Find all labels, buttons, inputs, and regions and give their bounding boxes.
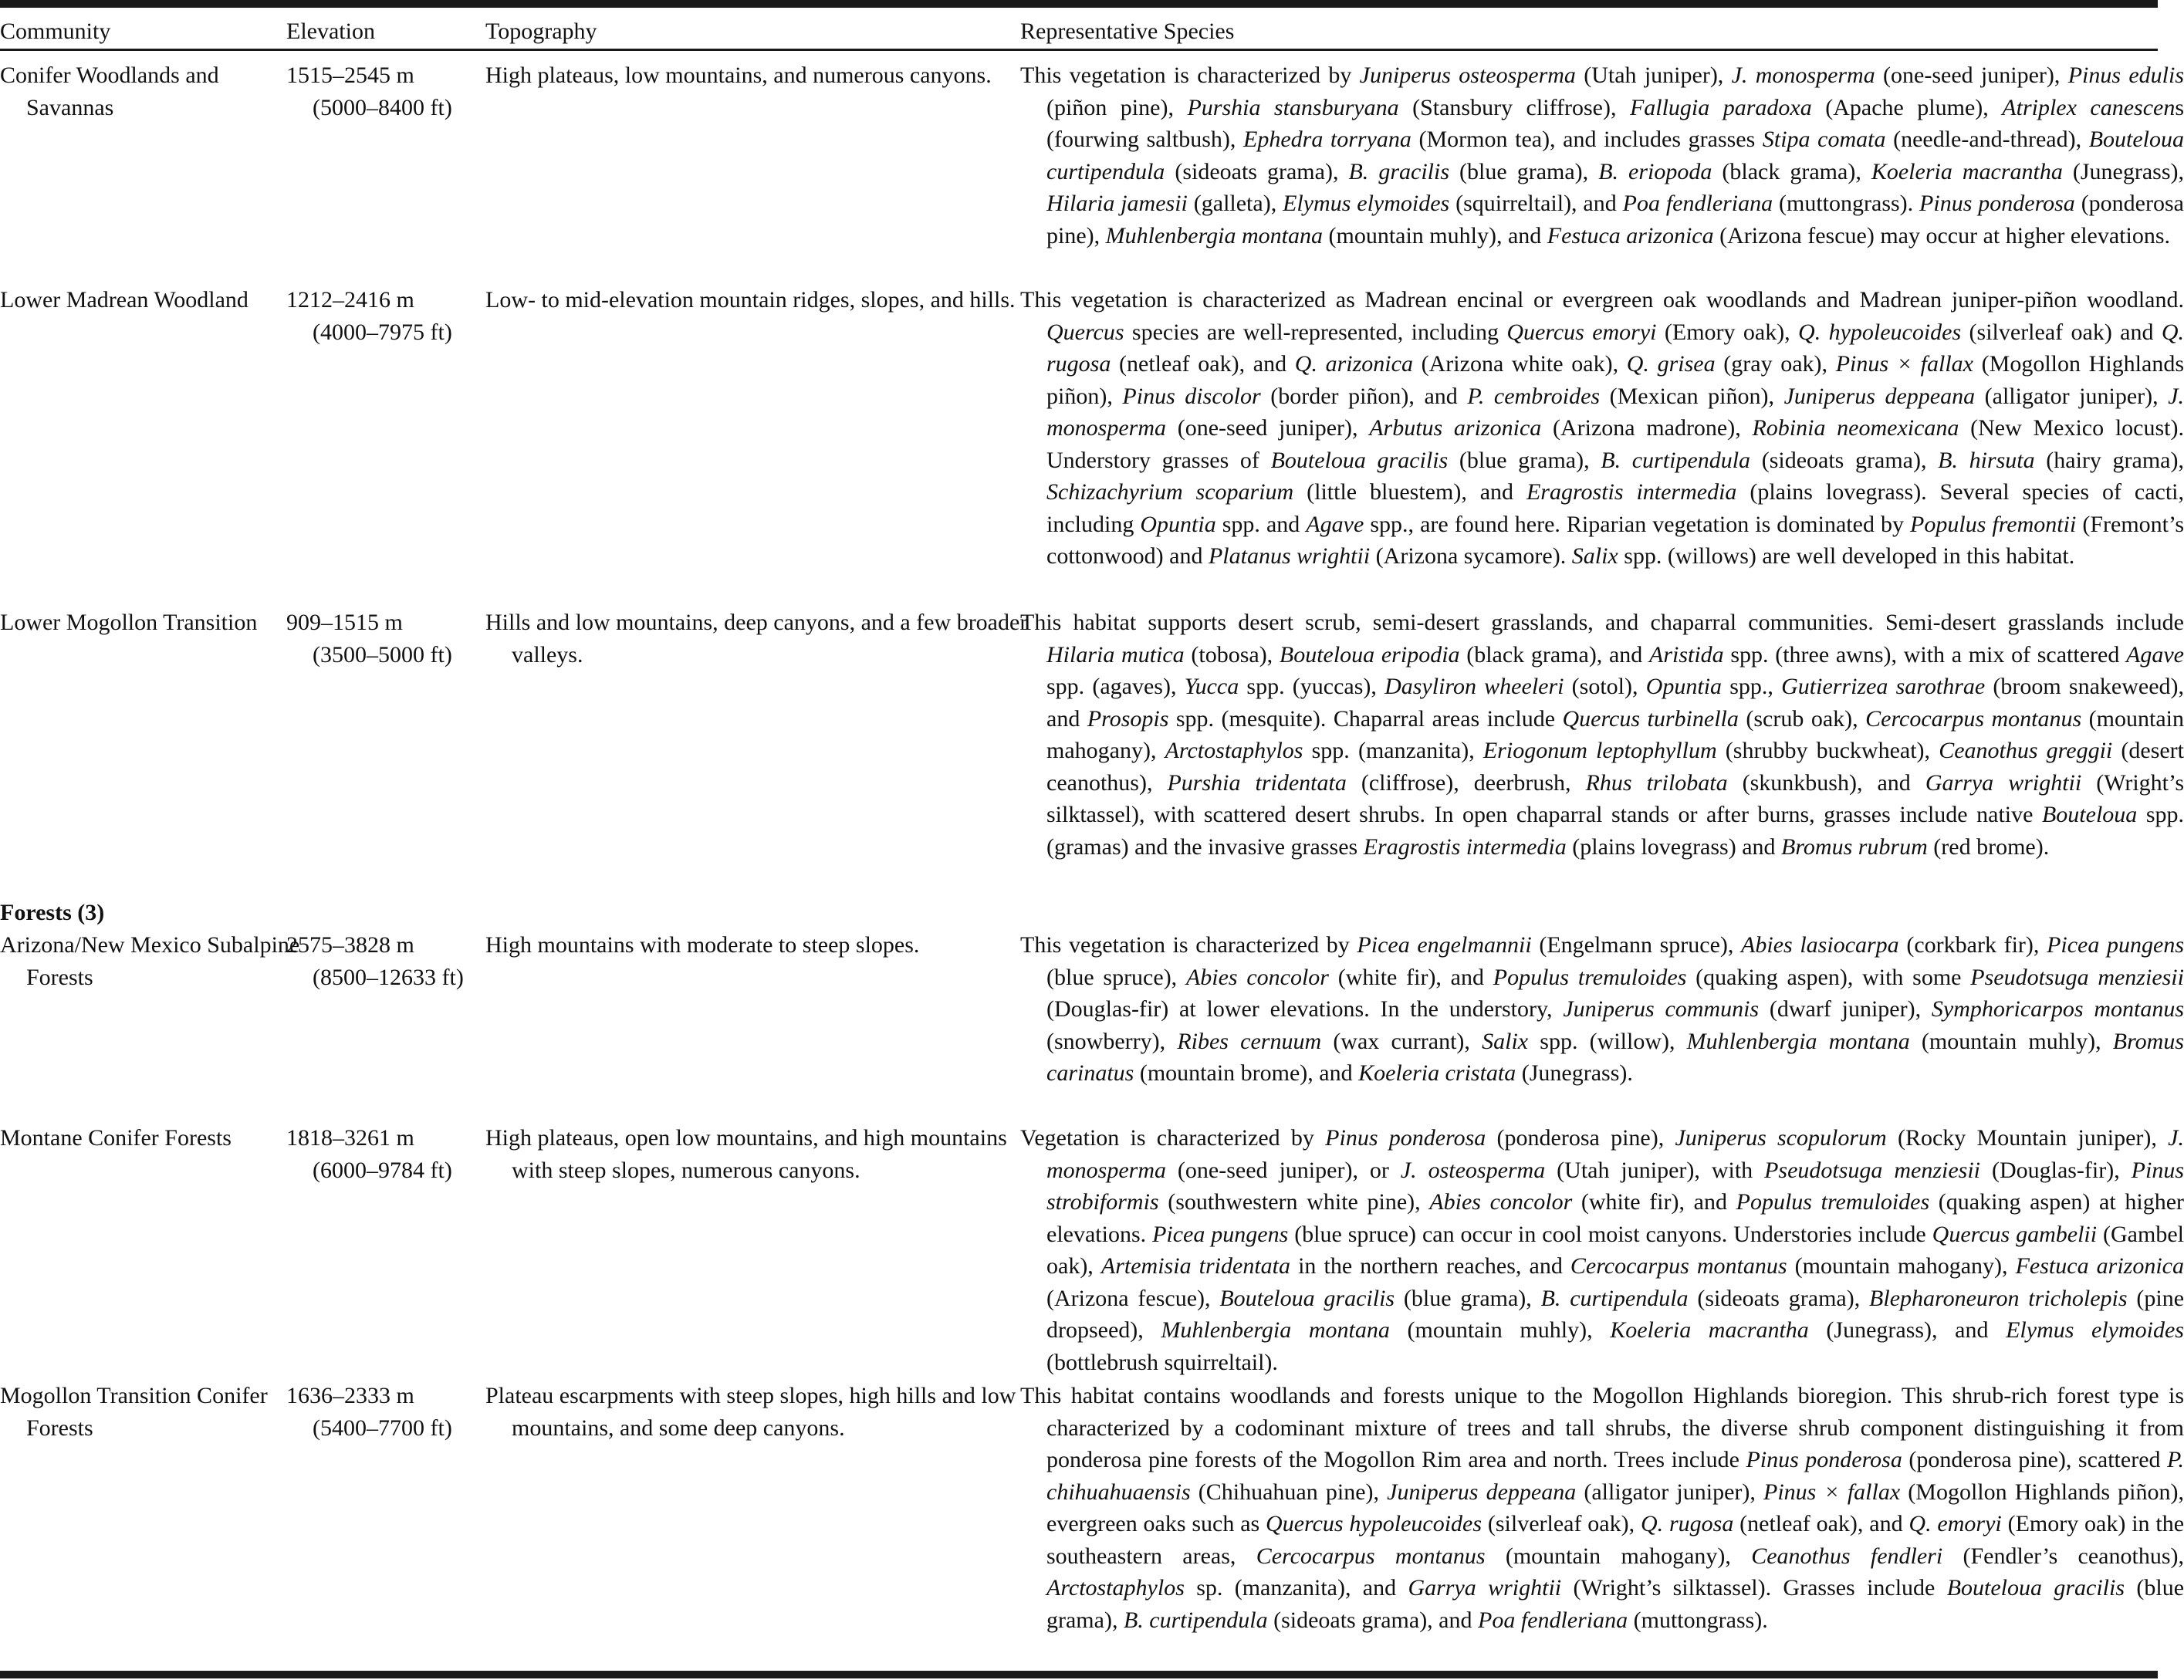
elevation-cell bbox=[286, 59, 479, 123]
species-name: Arbutus arizonica bbox=[1369, 415, 1542, 441]
species-name: Opuntia bbox=[1645, 674, 1723, 699]
species-text: This vegetation is characterized by Picea engelmannii (Engelmann spruce), Abies lasiocarpa (corkbark fir), Picea pungens (blue spruce), Abies concolor (white fir), and Populus tremuloides (quaking aspen), with some Pseudotsuga menziesii (Douglas-fir) at lower elevations. In the understory, Juniperus communis (dwarf juniper), Symphoricarpos montanus (snowberry), Ribes cernuum (wax currant), Salix spp. (willow), Muhlenbergia montana (mountain muhly), Bromus carinatus (mountain brome), and Koeleria cristata (Junegrass). bbox=[1020, 932, 2184, 1086]
species-name: Schizachyrium scoparium bbox=[1046, 479, 1294, 505]
species-name: Abies lasiocarpa bbox=[1741, 932, 1899, 958]
species-name: Pinus × fallax bbox=[1835, 351, 1973, 377]
elevation-feet: (8500–12633 ft) bbox=[313, 964, 464, 990]
species-name: Q. grisea bbox=[1626, 351, 1716, 377]
elevation-cell bbox=[286, 607, 479, 671]
species-name: Pinus discolor bbox=[1122, 383, 1261, 409]
species-name: Opuntia bbox=[1140, 511, 1216, 537]
species-name: Ribes cernuum bbox=[1177, 1028, 1322, 1054]
species-name: Populus tremuloides bbox=[1736, 1189, 1930, 1215]
topography-text: Plateau escarpments with steep slopes, high hills and low mountains, and some deep canyons. bbox=[485, 1383, 1016, 1441]
community-name: Mogollon Transition Conifer Forests bbox=[0, 1383, 268, 1441]
species-name: B. curtipendula bbox=[1601, 447, 1751, 473]
species-name: Poa fendleriana bbox=[1622, 191, 1773, 216]
species-name: Elymus elymoides bbox=[2006, 1317, 2184, 1343]
topography-text: High mountains with moderate to steep slopes. bbox=[485, 932, 920, 958]
species-name: Arctostaphylos bbox=[1165, 738, 1303, 763]
species-name: Juniperus scopulorum bbox=[1675, 1125, 1887, 1151]
elevation-meters: 1636–2333 m bbox=[286, 1383, 414, 1408]
species-text: This habitat supports desert scrub, semi-desert grasslands, and chaparral communities. Semi-desert grasslands include Hilaria mutica (tobosa), Bouteloua eripodia (black grama), and Aristida spp. (three awns), with a mix of scattered Agave spp. (agaves), Yucca spp. (yuccas), Dasyliron wheeleri (sotol), Opuntia spp., Gutierrizea sarothrae (broom snakeweed), and Prosopis spp. (mesquite). Chaparral areas include Quercus turbinella (scrub oak), Cercocarpus montanus (mountain mahogany), Arctostaphylos spp. (manzanita), Eriogonum leptophyllum (shrubby buckwheat), Ceanothus greggii (desert ceanothus), Purshia tridentata (cliffrose), deerbrush, Rhus trilobata (skunkbush), and Garrya wrightii (Wright’s silktassel), with scattered desert shrubs. In open chaparral stands or after burns, grasses include native Bouteloua spp. (gramas) and the invasive grasses Eragrostis intermedia (plains lovegrass) and Bromus rubrum (red brome). bbox=[1020, 610, 2184, 860]
species-name: B. curtipendula bbox=[1540, 1285, 1689, 1311]
species-name: J. monosperma bbox=[1731, 63, 1875, 88]
elevation-cell bbox=[286, 929, 479, 993]
species-name: Aristida bbox=[1649, 641, 1724, 668]
species-name: Q. rugosa bbox=[1046, 319, 2184, 377]
species-name: Artemisia tridentata bbox=[1100, 1253, 1290, 1279]
elevation-meters: 1515–2545 m bbox=[286, 63, 414, 88]
species-name: B. eriopoda bbox=[1598, 158, 1712, 184]
species-name: Populus fremontii bbox=[1910, 511, 2077, 537]
species-name: Abies concolor bbox=[1185, 964, 1329, 990]
species-text: This vegetation is characterized by Juniperus osteosperma (Utah juniper), J. monosperma (one-seed juniper), Pinus edulis (piñon pine), Purshia stansburyana (Stansbury cliffrose), Fallugia paradoxa (Apache plume), Atriplex canescens (fourwing saltbush), Ephedra torryana (Mormon tea), and includes grasses Stipa comata (needle-and-thread), Bouteloua curtipendula (sideoats grama), B. gracilis (blue grama), B. eriopoda (black grama), Koeleria macrantha (Junegrass), Hilaria jamesii (galleta), Elymus elymoides (squirreltail), and Poa fendleriana (muttongrass). Pinus ponderosa (ponderosa pine), Muhlenbergia montana (mountain muhly), and Festuca arizonica (Arizona fescue) may occur at higher elevations. bbox=[1020, 63, 2184, 248]
species-name: Koeleria macrantha bbox=[1871, 158, 2063, 184]
species-name: Quercus bbox=[1046, 319, 1124, 345]
species-name: Salix bbox=[1571, 543, 1618, 569]
species-name: B. gracilis bbox=[1348, 158, 1450, 184]
species-name: Robinia neomexicana bbox=[1752, 415, 1959, 441]
species-name: Ceanothus greggii bbox=[1939, 738, 2113, 763]
elevation-feet: (4000–7975 ft) bbox=[313, 319, 452, 345]
species-name: Pinus ponderosa bbox=[1746, 1447, 1902, 1472]
species-name: Festuca arizonica bbox=[1547, 222, 1714, 248]
species-name: Purshia stansburyana bbox=[1187, 94, 1399, 120]
species-name: Q. emoryi bbox=[1908, 1511, 2002, 1536]
header-community: Community bbox=[0, 19, 111, 44]
species-name: Ephedra torryana bbox=[1243, 127, 1411, 152]
elevation-feet: (6000–9784 ft) bbox=[313, 1157, 452, 1183]
species-name: Q. rugosa bbox=[1640, 1511, 1734, 1536]
elevation-feet: (5400–7700 ft) bbox=[313, 1415, 452, 1441]
species-name: P. cembroides bbox=[1467, 383, 1601, 409]
species-name: Stipa comata bbox=[1762, 127, 1886, 152]
species-name: J. monosperma bbox=[1046, 383, 2184, 441]
species-name: Koeleria macrantha bbox=[1610, 1317, 1809, 1343]
species-name: Bouteloua curtipendula bbox=[1046, 127, 2184, 184]
topography-text: Low- to mid-elevation mountain ridges, slopes, and hills. bbox=[485, 287, 1016, 313]
elevation-cell bbox=[286, 1122, 479, 1186]
header-topography: Topography bbox=[485, 19, 597, 44]
community-name: Montane Conifer Forests bbox=[0, 1125, 232, 1151]
species-name: Agave bbox=[1306, 511, 1364, 537]
elevation-cell bbox=[286, 1380, 479, 1444]
species-name: Arctostaphylos bbox=[1046, 1575, 1185, 1601]
species-name: Fallugia paradoxa bbox=[1629, 94, 1812, 120]
species-name: Q. hypoleucoides bbox=[1798, 319, 1962, 345]
species-name: Rhus trilobata bbox=[1585, 769, 1728, 796]
species-name: Quercus emoryi bbox=[1506, 319, 1657, 345]
species-name: Pinus × fallax bbox=[1763, 1479, 1901, 1505]
species-name: Hilaria mutica bbox=[1046, 641, 1185, 668]
topography-text: Hills and low mountains, deep canyons, and a few broader valleys. bbox=[485, 610, 1028, 668]
species-name: B. curtipendula bbox=[1123, 1607, 1268, 1633]
species-name: Ceanothus fendleri bbox=[1751, 1543, 1943, 1569]
species-name: Yucca bbox=[1184, 674, 1239, 699]
species-name: Bouteloua gracilis bbox=[1946, 1575, 2125, 1601]
species-name: Pseudotsuga menziesii bbox=[1764, 1157, 1981, 1183]
species-name: Quercus hypoleucoides bbox=[1266, 1511, 1482, 1536]
species-name: Atriplex canescen bbox=[2002, 94, 2176, 120]
species-name: Salix bbox=[1482, 1028, 1529, 1054]
species-name: Koeleria cristata bbox=[1358, 1060, 1516, 1086]
species-name: Pseudotsuga menziesii bbox=[1970, 964, 2184, 990]
topography-text: High plateaus, low mountains, and numerous canyons. bbox=[485, 63, 992, 88]
species-name: Pinus ponderosa bbox=[1325, 1125, 1486, 1151]
species-name: Elymus elymoides bbox=[1283, 191, 1450, 216]
species-name: Populus tremuloides bbox=[1493, 964, 1687, 990]
species-name: Bouteloua bbox=[2041, 802, 2138, 827]
topography-text: High plateaus, open low mountains, and high mountains with steep slopes, numerous canyons. bbox=[485, 1125, 1007, 1183]
species-name: Cercocarpus montanus bbox=[1256, 1543, 1486, 1569]
species-name: Hilaria jamesii bbox=[1046, 191, 1188, 216]
species-name: Platanus wrightii bbox=[1208, 543, 1371, 569]
species-name: Abies concolor bbox=[1429, 1189, 1573, 1215]
species-name: Blepharoneuron tricholepis bbox=[1869, 1285, 2128, 1311]
community-name: Arizona/New Mexico Subalpine Forests bbox=[0, 932, 300, 990]
species-name: Eragrostis intermedia bbox=[1526, 479, 1737, 505]
species-name: Cercocarpus montanus bbox=[1570, 1253, 1787, 1279]
elevation-meters: 2575–3828 m bbox=[286, 932, 414, 958]
species-name: Dasyliron wheeleri bbox=[1384, 674, 1564, 699]
species-name: Cercocarpus montanus bbox=[1865, 705, 2082, 732]
elevation-meters: 1212–2416 m bbox=[286, 287, 414, 313]
species-name: Pinus ponderosa bbox=[1919, 191, 2075, 216]
species-name: Bromus rubrum bbox=[1781, 833, 1928, 860]
species-name: Eriogonum leptophyllum bbox=[1482, 738, 1717, 763]
table-header-rule bbox=[0, 49, 2158, 51]
species-name: Bromus carinatus bbox=[1046, 1028, 2184, 1086]
species-name: Muhlenbergia montana bbox=[1105, 222, 1323, 248]
species-name: Pinus strobiformis bbox=[1046, 1157, 2184, 1215]
table-top-rule bbox=[0, 0, 2158, 8]
species-text: Vegetation is characterized by Pinus ponderosa (ponderosa pine), Juniperus scopulorum (Rocky Mountain juniper), J. monosperma (one-seed juniper), or J. osteosperma (Utah juniper), with Pseudotsuga menziesii (Douglas-fir), Pinus strobiformis (southwestern white pine), Abies concolor (white fir), and Populus tremuloides (quaking aspen) at higher elevations. Picea pungens (blue spruce) can occur in cool moist canyons. Understories include Quercus gambelii (Gambel oak), Artemisia tridentata in the northern reaches, and Cercocarpus montanus (mountain mahogany), Festuca arizonica (Arizona fescue), Bouteloua gracilis (blue grama), B. curtipendula (sideoats grama), Blepharoneuron tricholepis (pine dropseed), Muhlenbergia montana (mountain muhly), Koeleria macrantha (Junegrass), and Elymus elymoides (bottlebrush squirreltail). bbox=[1020, 1125, 2184, 1375]
species-name: Garrya wrightii bbox=[1408, 1575, 1562, 1601]
elevation-meters: 1818–3261 m bbox=[286, 1125, 414, 1151]
species-name: Symphoricarpos montanus bbox=[1931, 996, 2184, 1022]
table-bottom-rule bbox=[0, 1671, 2158, 1678]
species-name: Bouteloua eripodia bbox=[1279, 641, 1460, 668]
species-name: Juniperus deppeana bbox=[1387, 1479, 1577, 1505]
species-name: B. hirsuta bbox=[1938, 447, 2035, 473]
species-name: Picea pungens bbox=[1152, 1221, 1289, 1247]
elevation-cell bbox=[286, 284, 479, 348]
species-name: Juniperus deppeana bbox=[1783, 383, 1976, 409]
species-name: Quercus turbinella bbox=[1562, 705, 1739, 732]
species-name: Quercus gambelii bbox=[1932, 1221, 2098, 1247]
species-name: Muhlenbergia montana bbox=[1161, 1317, 1390, 1343]
species-name: Bouteloua gracilis bbox=[1219, 1285, 1395, 1311]
species-text: This habitat contains woodlands and forests unique to the Mogollon Highlands bioregion. This shrub-rich forest type is characterized by a codominant mixture of trees and tall shrubs, the diverse shrub component distinguishing it from ponderosa pine forests of the Mogollon Rim area and north. Trees include Pinus ponderosa (ponderosa pine), scattered P. chihuahuaensis (Chihuahuan pine), Juniperus deppeana (alligator juniper), Pinus × fallax (Mogollon Highlands piñon), evergreen oaks such as Quercus hypoleucoides (silverleaf oak), Q. rugosa (netleaf oak), and Q. emoryi (Emory oak) in the southeastern areas, Cercocarpus montanus (mountain mahogany), Ceanothus fendleri (Fendler’s ceanothus), Arctostaphylos sp. (manzanita), and Garrya wrightii (Wright’s silktassel). Grasses include Bouteloua gracilis (blue grama), B. curtipendula (sideoats grama), and Poa fendleriana (muttongrass). bbox=[1020, 1383, 2184, 1633]
species-name: Garrya wrightii bbox=[1925, 769, 2082, 796]
species-name: Juniperus osteosperma bbox=[1359, 63, 1576, 88]
species-name: Agave bbox=[2126, 641, 2184, 668]
community-name: Lower Madrean Woodland bbox=[0, 287, 248, 313]
header-elevation: Elevation bbox=[286, 19, 375, 44]
species-name: Juniperus communis bbox=[1563, 996, 1760, 1022]
species-name: Purshia tridentata bbox=[1167, 769, 1347, 796]
species-text: This vegetation is characterized as Madrean encinal or evergreen oak woodlands and Madrean juniper-piñon woodland. Quercus species are well-represented, including Quercus emoryi (Emory oak), Q. hypoleucoides (silverleaf oak) and Q. rugosa (netleaf oak), and Q. arizonica (Arizona white oak), Q. grisea (gray oak), Pinus × fallax (Mogollon Highlands piñon), Pinus discolor (border piñon), and P. cembroides (Mexican piñon), Juniperus deppeana (alligator juniper), J. monosperma (one-seed juniper), Arbutus arizonica (Arizona madrone), Robinia neomexicana (New Mexico locust). Understory grasses of Bouteloua gracilis (blue grama), B. curtipendula (sideoats grama), B. hirsuta (hairy grama), Schizachyrium scoparium (little bluestem), and Eragrostis intermedia (plains lovegrass). Several species of cacti, including Opuntia spp. and Agave spp., are found here. Riparian vegetation is dominated by Populus fremontii (Fremont’s cottonwood) and Platanus wrightii (Arizona sycamore). Salix spp. (willows) are well developed in this habitat. bbox=[1020, 287, 2184, 569]
species-name: Picea engelmannii bbox=[1357, 932, 1532, 958]
species-name: Poa fendleriana bbox=[1478, 1607, 1628, 1633]
community-name: Conifer Woodlands and Savannas bbox=[0, 63, 219, 120]
species-name: Q. arizonica bbox=[1294, 351, 1413, 377]
header-species: Representative Species bbox=[1020, 19, 1235, 44]
section-heading-forests: Forests (3) bbox=[0, 900, 105, 925]
species-name: J. monosperma bbox=[1046, 1125, 2184, 1183]
species-name: Festuca arizonica bbox=[2015, 1253, 2184, 1279]
species-name: Prosopis bbox=[1087, 705, 1169, 732]
elevation-meters: 909–1515 m bbox=[286, 610, 403, 635]
community-name: Lower Mogollon Transition bbox=[0, 610, 258, 635]
species-name: J. osteosperma bbox=[1400, 1157, 1546, 1183]
species-name: Bouteloua gracilis bbox=[1270, 447, 1449, 473]
species-name: Picea pungens bbox=[2047, 932, 2184, 958]
elevation-feet: (5000–8400 ft) bbox=[313, 94, 452, 120]
species-name: Muhlenbergia montana bbox=[1686, 1028, 1910, 1054]
elevation-feet: (3500–5000 ft) bbox=[313, 641, 452, 668]
species-name: Pinus edulis bbox=[2067, 63, 2184, 88]
species-name: Eragrostis intermedia bbox=[1363, 833, 1567, 860]
species-name: P. chihuahuaensis bbox=[1046, 1447, 2184, 1505]
species-name: Gutierrizea sarothrae bbox=[1781, 674, 1986, 699]
